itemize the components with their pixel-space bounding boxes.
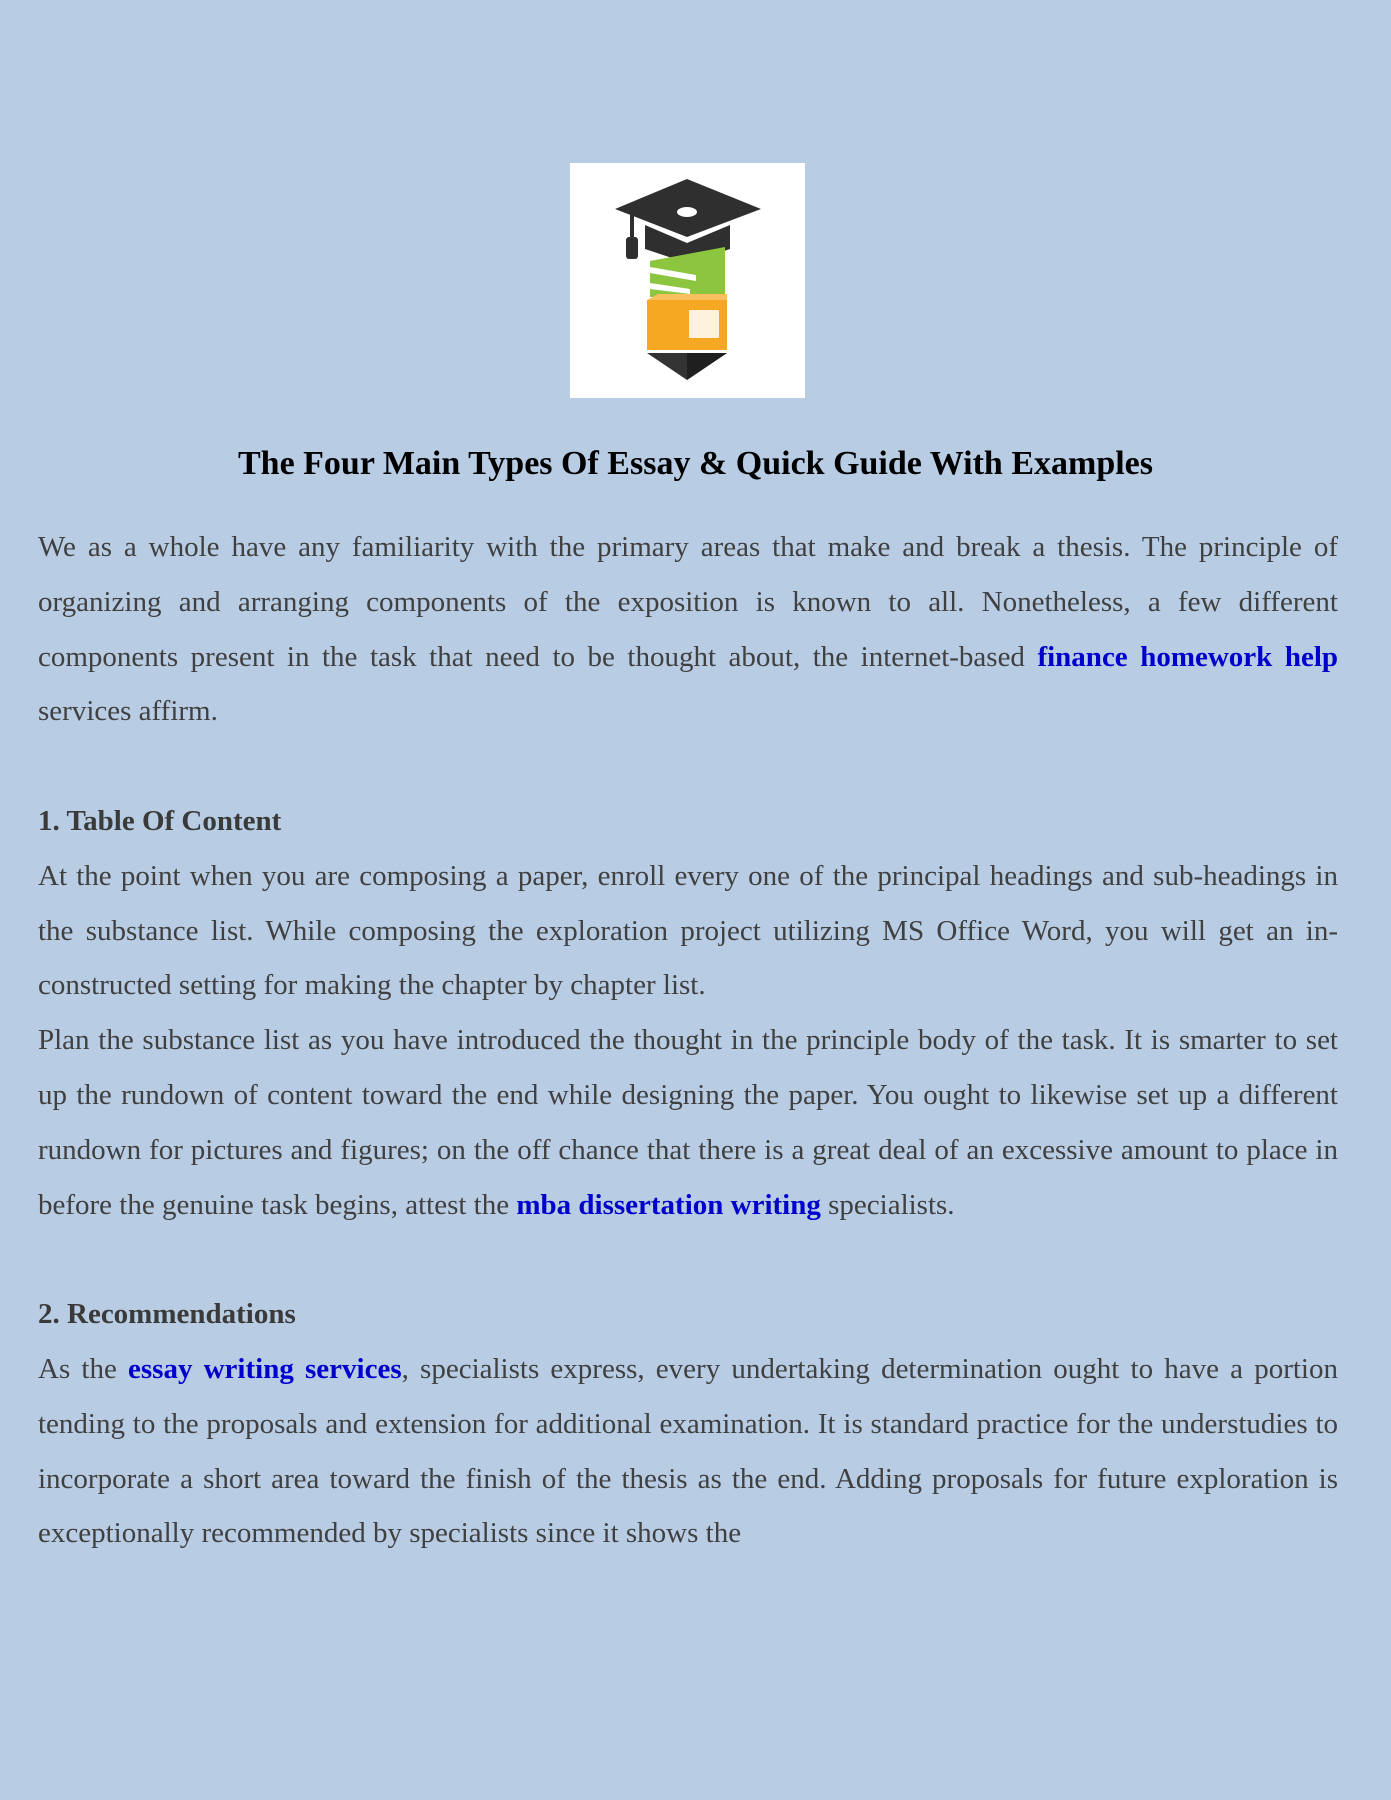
paragraph-gap <box>38 1232 1338 1287</box>
document-body <box>38 520 1338 1561</box>
section2-paragraph <box>38 1342 1338 1561</box>
page-title: The Four Main Types Of Essay & Quick Guide With Examples <box>237 445 1153 482</box>
logo <box>570 163 805 398</box>
intro-text-after: services affirm. <box>38 695 218 728</box>
section1-paragraph-2 <box>38 1013 1338 1232</box>
section2-text-after: , specialists express, every undertaking determination ought to have a portion tending to the proposals and extension for additional examination. It is standard practice for the understudies to incorporate a short area toward the finish of the thesis as the end. Adding proposals for future exploration is exceptionally recommended by specialists since it shows the <box>38 1352 1338 1550</box>
section1-paragraph-2-text: Plan the substance list as you have introduced the thought in the principle body of the task. It is smarter to set up the rundown of content toward the end while designing the paper. You ought to likewise set up a different rundown for pictures and figures; on the off chance that there is a great deal of an excessive amount to place in before the genuine task begins, attest the <box>38 1024 1338 1221</box>
section1-paragraph-1: At the point when you are composing a paper, enroll every one of the principal headings and sub-headings in the substance list. While composing the exploration project utilizing MS Office Word, you will get an in-constructed setting for making the chapter by chapter list. <box>38 859 1338 1002</box>
section-heading-table-of-content: 1. Table Of Content <box>38 804 282 837</box>
graduation-cap-pencil-icon <box>570 163 805 398</box>
section-heading-recommendations: 2. Recommendations <box>38 1298 296 1331</box>
finance-homework-help-link[interactable]: finance homework help <box>1037 640 1339 673</box>
paragraph-gap <box>38 739 1338 794</box>
intro-paragraph <box>38 520 1338 739</box>
mba-dissertation-writing-link[interactable]: mba dissertation writing <box>516 1188 821 1221</box>
section1-paragraph-2-text-after: specialists. <box>820 1188 955 1221</box>
section2-text: As the <box>38 1352 128 1385</box>
intro-text: We as a whole have any familiarity with the primary areas that make and break a thesis. The principle of organizing and arranging components of the exposition is known to all. Nonetheless, a few different components present in the task that need to be thought about, the internet-based <box>38 531 1338 673</box>
essay-writing-services-link[interactable]: essay writing services <box>128 1352 402 1385</box>
